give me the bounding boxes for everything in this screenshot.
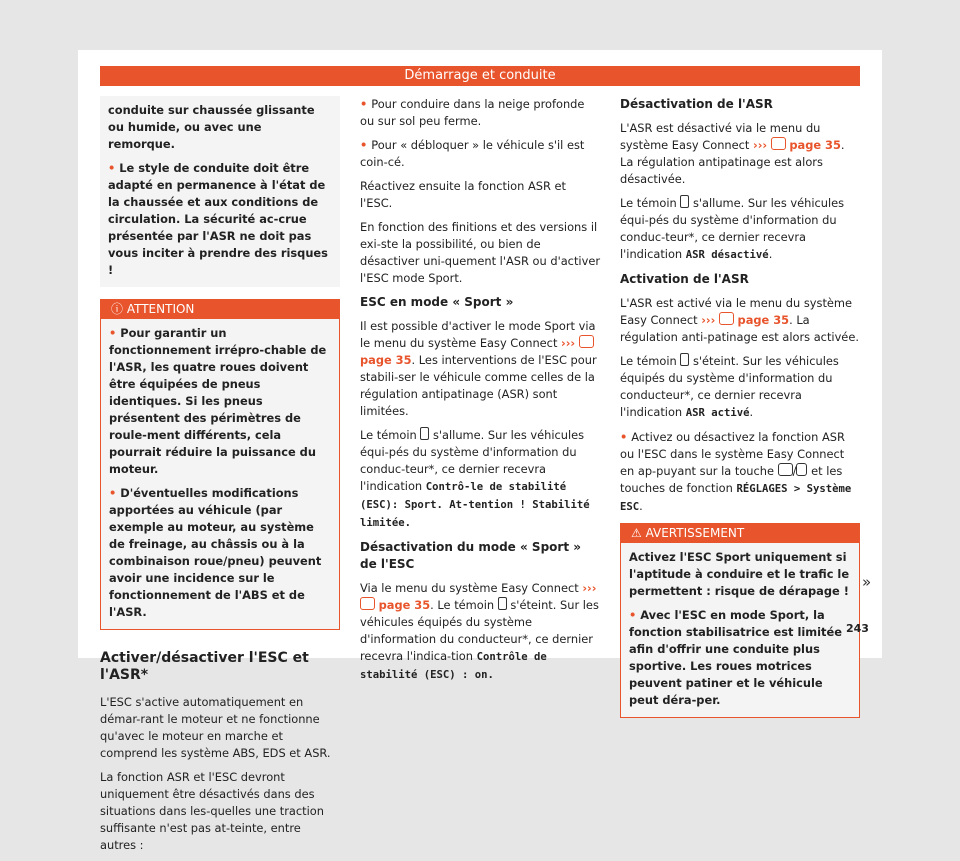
- asr-off-paragraph: L'ASR est désactivé via le menu du système Easy Connect ››› page 35. La régulation antipatinage est alors désactivée.: [620, 121, 845, 186]
- bullet-deep-snow: • Pour conduire dans la neige profonde ou sur sol peu ferme.: [360, 96, 600, 130]
- page-header: Démarrage et conduite: [100, 66, 860, 86]
- column-1: [100, 96, 340, 861]
- display-message: Contrôle de stabilité (ESC) : on.: [360, 651, 547, 681]
- attention-bullet-1: • Pour garantir un fonctionnement irrépro-chable de l'ASR, les quatre roues doivent être équipées de pneus identiques. Si les pneus présentent des périmètres de roule-ment différents, cela pourrait réduire la puissance du moteur.: [109, 325, 331, 478]
- body-paragraph-2: La fonction ASR et l'ESC devront uniquement être désactivés dans des situations dans les-quelles une traction suffisante n'est pas at-teinte, entre autres :: [100, 770, 324, 852]
- column-3: [620, 96, 860, 718]
- warning-header: [621, 523, 859, 543]
- page-link[interactable]: page 35: [378, 598, 431, 612]
- menu-path: RÉGLAGES > Système ESC: [620, 483, 852, 513]
- asr-on-paragraph: L'ASR est activé via le menu du système Easy Connect ››› page 35. La régulation anti-patinage est alors activée.: [620, 296, 859, 344]
- body-paragraph-1: L'ESC s'active automatiquement en démar-rant le moteur et ne fonctionne qu'avec le moteur en marche et comprend les système ABS, EDS et ASR.: [100, 695, 331, 760]
- note-bullet: • Le style de conduite doit être adapté en permanence à l'état de la chaussée et aux conditions de circulation. La sécurité ac-crue présentée par l'ASR ne doit pas vous inciter à prendre des risques !: [108, 160, 332, 279]
- attention-title: ATTENTION: [126, 302, 195, 316]
- car-icon: [360, 597, 375, 610]
- menu-button-icon: [796, 463, 807, 476]
- bullet-unstuck: • Pour « débloquer » le véhicule s'il est coin-cé.: [360, 137, 600, 171]
- reactivate-paragraph: Réactivez ensuite la fonction ASR et l'ESC.: [360, 179, 566, 210]
- esc-warning-icon: [680, 195, 689, 208]
- asr-on-heading: Activation de l'ASR: [620, 272, 749, 286]
- arrow-icon: ›››: [701, 313, 716, 327]
- arrow-icon: ›››: [582, 581, 597, 595]
- asr-off-indicator: Le témoin s'allume. Sur les véhicules équi-pés du système d'information du conduc-teur*, ce dernier recevra l'indication ASR désactivé.: [620, 196, 845, 261]
- page-link[interactable]: page 35: [789, 138, 841, 152]
- arrow-icon: ›››: [753, 138, 768, 152]
- continue-arrow-icon: »: [862, 573, 872, 591]
- info-circle-icon: ⓘ: [111, 302, 127, 316]
- asr-on-indicator: Le témoin s'éteint. Sur les véhicules équipés du système d'information du conducteur*, ce dernier recevra l'indication ASR activé.: [620, 354, 839, 419]
- warning-triangle-icon: ⚠: [631, 526, 646, 540]
- attention-header: [101, 299, 339, 319]
- sport-indicator-paragraph: Le témoin s'allume. Sur les véhicules équi-pés du système d'information du conduc-teur*, ce dernier recevra l'indication Contrô-le de stabilité (ESC): Sport. At-tention ! Stabilité limitée.: [360, 428, 590, 529]
- page-number: 243: [846, 622, 869, 635]
- activate-bullet: • Activez ou désactivez la fonction ASR ou l'ESC dans le système Easy Connect en ap-puyant sur la touche / et les touches de fonction RÉGLAGES > Système ESC.: [620, 429, 860, 516]
- sport-off-heading: Désactivation du mode « Sport » de l'ESC: [360, 540, 581, 571]
- display-message: ASR activé: [685, 407, 750, 419]
- page-link[interactable]: page 35: [360, 353, 412, 367]
- car-button-icon: [778, 463, 793, 476]
- esc-warning-icon: [680, 353, 689, 366]
- display-message: ASR désactivé: [685, 249, 769, 261]
- car-icon: [579, 335, 594, 348]
- sport-mode-heading: ESC en mode « Sport »: [360, 295, 514, 309]
- top-note-box: [100, 96, 340, 287]
- sport-off-paragraph: Via le menu du système Easy Connect ››› page 35. Le témoin s'éteint. Sur les véhicules équipés du système d'information du conducteur*, ce dernier recevra l'indica-tion Contrôle de stabilité (ESC) : on.: [360, 581, 599, 681]
- car-icon: [771, 137, 786, 150]
- note-continuation: conduite sur chaussée glissante ou humide, ou avec une remorque.: [108, 103, 315, 151]
- display-message: Contrô-le de stabilité (ESC): Sport. At-tention ! Stabilité limitée.: [360, 481, 590, 529]
- asr-off-heading: Désactivation de l'ASR: [620, 97, 773, 111]
- esc-warning-icon: [498, 597, 507, 610]
- car-icon: [719, 312, 734, 325]
- versions-paragraph: En fonction des finitions et des versions il exi-ste la possibilité, ou bien de désactiver uni-quement l'ASR ou d'activer l'ESC mode Sport.: [360, 220, 601, 285]
- attention-bullet-2: • D'éventuelles modifications apportées au véhicule (par exemple au moteur, au système de freinage, au châssis ou à la combinaison roue/pneu) peuvent avoir une incidence sur le fonctionnement de l'ABS et de l'ASR.: [109, 485, 331, 621]
- section-heading: Activer/désactiver l'ESC et l'ASR*: [100, 650, 309, 683]
- attention-box: [100, 299, 340, 630]
- warning-bullet: • Avec l'ESC en mode Sport, la fonction stabilisatrice est limitée afin d'offrir une conduite plus sportive. Les roues motrices peuvent patiner et le véhicule peut déra-per.: [629, 607, 851, 709]
- warning-title: AVERTISSEMENT: [645, 526, 745, 540]
- warning-paragraph: Activez l'ESC Sport uniquement si l'aptitude à conduire et le trafic le permettent : risque de dérapage !: [629, 550, 850, 598]
- page-link[interactable]: page 35: [737, 313, 790, 327]
- column-2: [360, 96, 600, 691]
- warning-box: [620, 523, 860, 718]
- arrow-icon: ›››: [561, 336, 576, 350]
- esc-warning-icon: [420, 427, 429, 440]
- sport-mode-paragraph: Il est possible d'activer le mode Sport via le menu du système Easy Connect ››› page 35. Les interventions de l'ESC pour stabili-ser le véhicule comme celles de la régulation antipatinage (ASR) sont limitées.: [360, 319, 597, 418]
